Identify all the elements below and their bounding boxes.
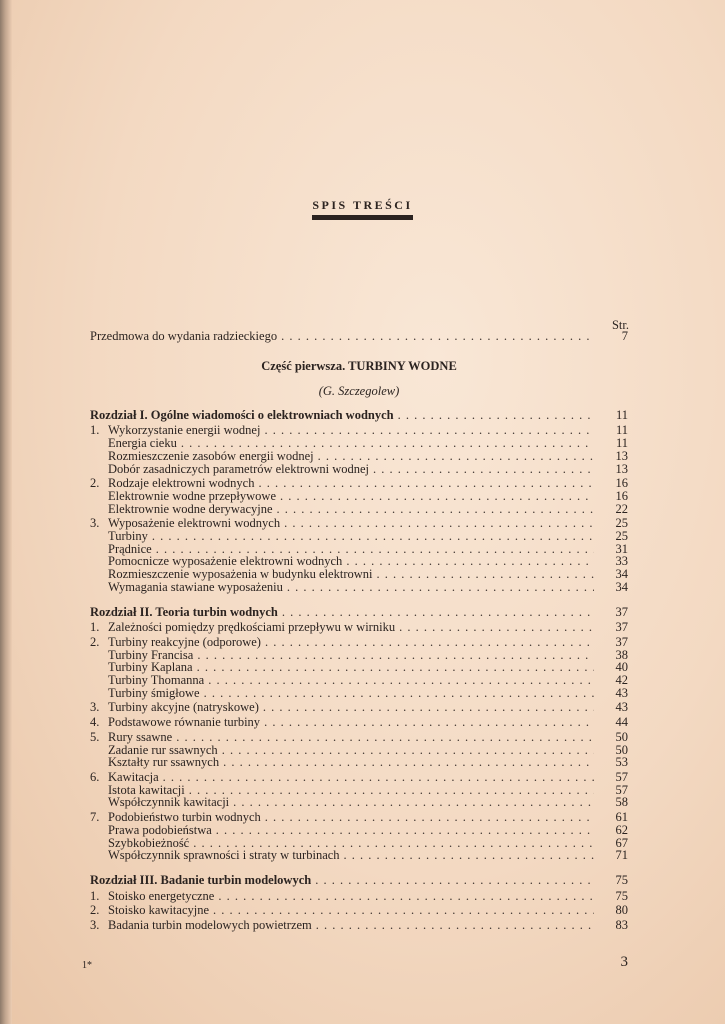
dot-leader (176, 731, 594, 744)
dot-leader (281, 330, 594, 343)
entry-title: Szybkobieżność (108, 835, 190, 850)
dot-leader (189, 784, 594, 797)
entry-title: Przedmowa do wydania radzieckiego (90, 329, 278, 343)
toc-subsection (90, 687, 628, 700)
entry-title: Elektrownie wodne derywacyjne (108, 501, 273, 516)
entry-page: 40 (615, 660, 628, 675)
dot-leader (213, 904, 594, 917)
entry-page: 61 (615, 810, 628, 825)
entry-page: 31 (615, 541, 628, 556)
signature-mark: 1* (82, 960, 92, 971)
chapter-heading (90, 409, 628, 422)
dot-leader (208, 674, 594, 687)
entry-title: Dobór zasadniczych parametrów elektrowni wodnej (108, 461, 370, 476)
dot-leader (204, 687, 594, 700)
entry-page: 13 (615, 461, 628, 476)
entry-page: 34 (615, 567, 628, 582)
toc-section (90, 716, 628, 729)
table-of-contents (90, 330, 628, 944)
entry-number: 2. (90, 634, 100, 649)
entry-number: 6. (90, 769, 100, 784)
entry-title: Kawitacja (108, 769, 159, 784)
entry-page: 37 (615, 634, 628, 649)
dot-leader (223, 756, 594, 769)
entry-title: Istota kawitacji (108, 782, 185, 797)
dot-leader (263, 701, 594, 714)
entry-page: 80 (615, 903, 628, 918)
entry-page: 37 (615, 604, 628, 619)
entry-title: Turbiny (108, 529, 148, 544)
entry-title: Turbiny Kaplana (108, 660, 193, 675)
entry-page: 7 (621, 329, 628, 343)
toc-subsection (90, 463, 628, 476)
entry-title: Rury ssawne (108, 729, 173, 744)
toc-subsection (90, 849, 628, 862)
entry-page: 43 (615, 700, 628, 715)
entry-title: Turbiny śmigłowe (108, 685, 200, 700)
entry-page: 75 (615, 872, 628, 887)
book-spine (0, 0, 12, 1024)
entry-number: 5. (90, 729, 100, 744)
entry-title: Badania turbin modelowych powietrzem (108, 918, 312, 933)
entry-number: 1. (90, 620, 100, 635)
entry-title: Podstawowe równanie turbiny (108, 715, 261, 730)
dot-leader (197, 661, 594, 674)
part-title: Część pierwsza. TURBINY WODNE (261, 358, 457, 373)
entry-title: Rozdział III. Badanie turbin modelowych (90, 872, 312, 887)
page-title: SPIS TREŚCI (0, 198, 725, 216)
entry-page: 11 (615, 423, 628, 438)
toc-intro (90, 330, 628, 343)
dot-leader (346, 555, 594, 568)
entry-title: Kształty rur ssawnych (108, 755, 220, 770)
entry-page: 50 (615, 742, 628, 757)
entry-title: Turbiny akcyjne (natryskowe) (108, 700, 259, 715)
dot-leader (265, 636, 594, 649)
entry-page: 11 (615, 407, 628, 422)
dot-leader (399, 621, 594, 634)
chapter-heading (90, 874, 628, 887)
dot-leader (163, 771, 594, 784)
dot-leader (197, 649, 594, 662)
entry-number: 2. (90, 903, 100, 918)
entry-page: 13 (615, 448, 628, 463)
entry-page: 57 (615, 769, 628, 784)
entry-title: Turbiny reakcyjne (odporowe) (108, 634, 261, 649)
author: (G. Szczegolew) (318, 383, 400, 398)
toc-section (90, 701, 628, 714)
dot-leader (264, 424, 594, 437)
toc-section (90, 904, 628, 917)
entry-number: 2. (90, 476, 100, 491)
entry-page: 83 (615, 918, 628, 933)
dot-leader (218, 890, 594, 903)
entry-number: 7. (90, 810, 100, 825)
entry-title: Stoisko energetyczne (108, 888, 215, 903)
entry-title: Energia cieku (108, 436, 177, 451)
entry-title: Rozdział I. Ogólne wiadomości o elektrowniach wodnych (90, 407, 394, 422)
dot-leader (264, 716, 594, 729)
entry-page: 58 (615, 795, 628, 810)
entry-page: 34 (615, 579, 628, 594)
dot-leader (258, 477, 594, 490)
entry-page: 71 (615, 848, 628, 863)
dot-leader (316, 919, 594, 932)
dot-leader (152, 530, 594, 543)
toc-subsection (90, 756, 628, 769)
dot-leader (216, 824, 594, 837)
entry-title: Prawa podobieństwa (108, 822, 212, 837)
dot-leader (282, 606, 594, 619)
entry-title: Zadanie rur ssawnych (108, 742, 218, 757)
entry-title: Rozmieszczenie wyposażenia w budynku elektrowni (108, 567, 373, 582)
entry-page: 75 (615, 888, 628, 903)
entry-number: 1. (90, 423, 100, 438)
entry-page: 25 (615, 529, 628, 544)
dot-leader (233, 796, 594, 809)
entry-title: Elektrownie wodne przepływowe (108, 488, 276, 503)
chapter-heading (90, 606, 628, 619)
dot-leader (344, 849, 594, 862)
entry-page: 62 (615, 822, 628, 837)
toc-section (90, 890, 628, 903)
entry-number: 1. (90, 888, 100, 903)
entry-page: 16 (615, 476, 628, 491)
dot-leader (280, 490, 594, 503)
entry-page: 67 (615, 835, 628, 850)
entry-title: Pomocnicze wyposażenie elektrowni wodnych (108, 554, 343, 569)
entry-title: Wykorzystanie energii wodnej (108, 423, 261, 438)
entry-page: 38 (615, 647, 628, 662)
entry-page: 37 (615, 620, 628, 635)
entry-number: 4. (90, 715, 100, 730)
toc-section (90, 919, 628, 932)
entry-title: Rozdział II. Teoria turbin wodnych (90, 604, 278, 619)
dot-leader (265, 811, 594, 824)
dot-leader (315, 874, 594, 887)
entry-title: Zależności pomiędzy prędkościami przepływu w wirniku (108, 620, 396, 635)
entry-number: 3. (90, 516, 100, 531)
dot-leader (398, 409, 594, 422)
entry-title: Turbiny Thomanna (108, 673, 205, 688)
dot-leader (277, 503, 594, 516)
dot-leader (287, 581, 594, 594)
entry-title: Rozmieszczenie zasobów energii wodnej (108, 448, 314, 463)
dot-leader (373, 463, 594, 476)
entry-page: 25 (615, 516, 628, 531)
entry-title: Rodzaje elektrowni wodnych (108, 476, 255, 491)
entry-title: Wymagania stawiane wyposażeniu (108, 579, 283, 594)
entry-title: Turbiny Francisa (108, 647, 194, 662)
toc-section (90, 621, 628, 634)
page-number: 3 (620, 954, 628, 970)
toc-subsection (90, 503, 628, 516)
entry-page: 33 (615, 554, 628, 569)
entry-page: 50 (615, 729, 628, 744)
entry-title: Współczynnik sprawności i straty w turbinach (108, 848, 340, 863)
dot-leader (222, 744, 594, 757)
toc-subsection (90, 581, 628, 594)
entry-page: 43 (615, 685, 628, 700)
page-column-label: Str. (611, 318, 629, 332)
entry-page: 57 (615, 782, 628, 797)
entry-title: Stoisko kawitacyjne (108, 903, 210, 918)
entry-title: Podobieństwo turbin wodnych (108, 810, 261, 825)
entry-page: 42 (615, 673, 628, 688)
entry-page: 44 (615, 715, 628, 730)
entry-title: Wyposażenie elektrowni wodnych (108, 516, 281, 531)
dot-leader (284, 517, 594, 530)
entry-page: 53 (615, 755, 628, 770)
entry-title: Współczynnik kawitacji (108, 795, 230, 810)
toc-subsection (90, 530, 628, 543)
entry-page: 22 (615, 501, 628, 516)
entry-page: 11 (615, 436, 628, 451)
entry-number: 3. (90, 700, 100, 715)
toc-subsection (90, 796, 628, 809)
dot-leader (377, 568, 595, 581)
entry-page: 16 (615, 488, 628, 503)
entry-number: 3. (90, 918, 100, 933)
toc-section (90, 517, 628, 530)
entry-title: Prądnice (108, 541, 152, 556)
